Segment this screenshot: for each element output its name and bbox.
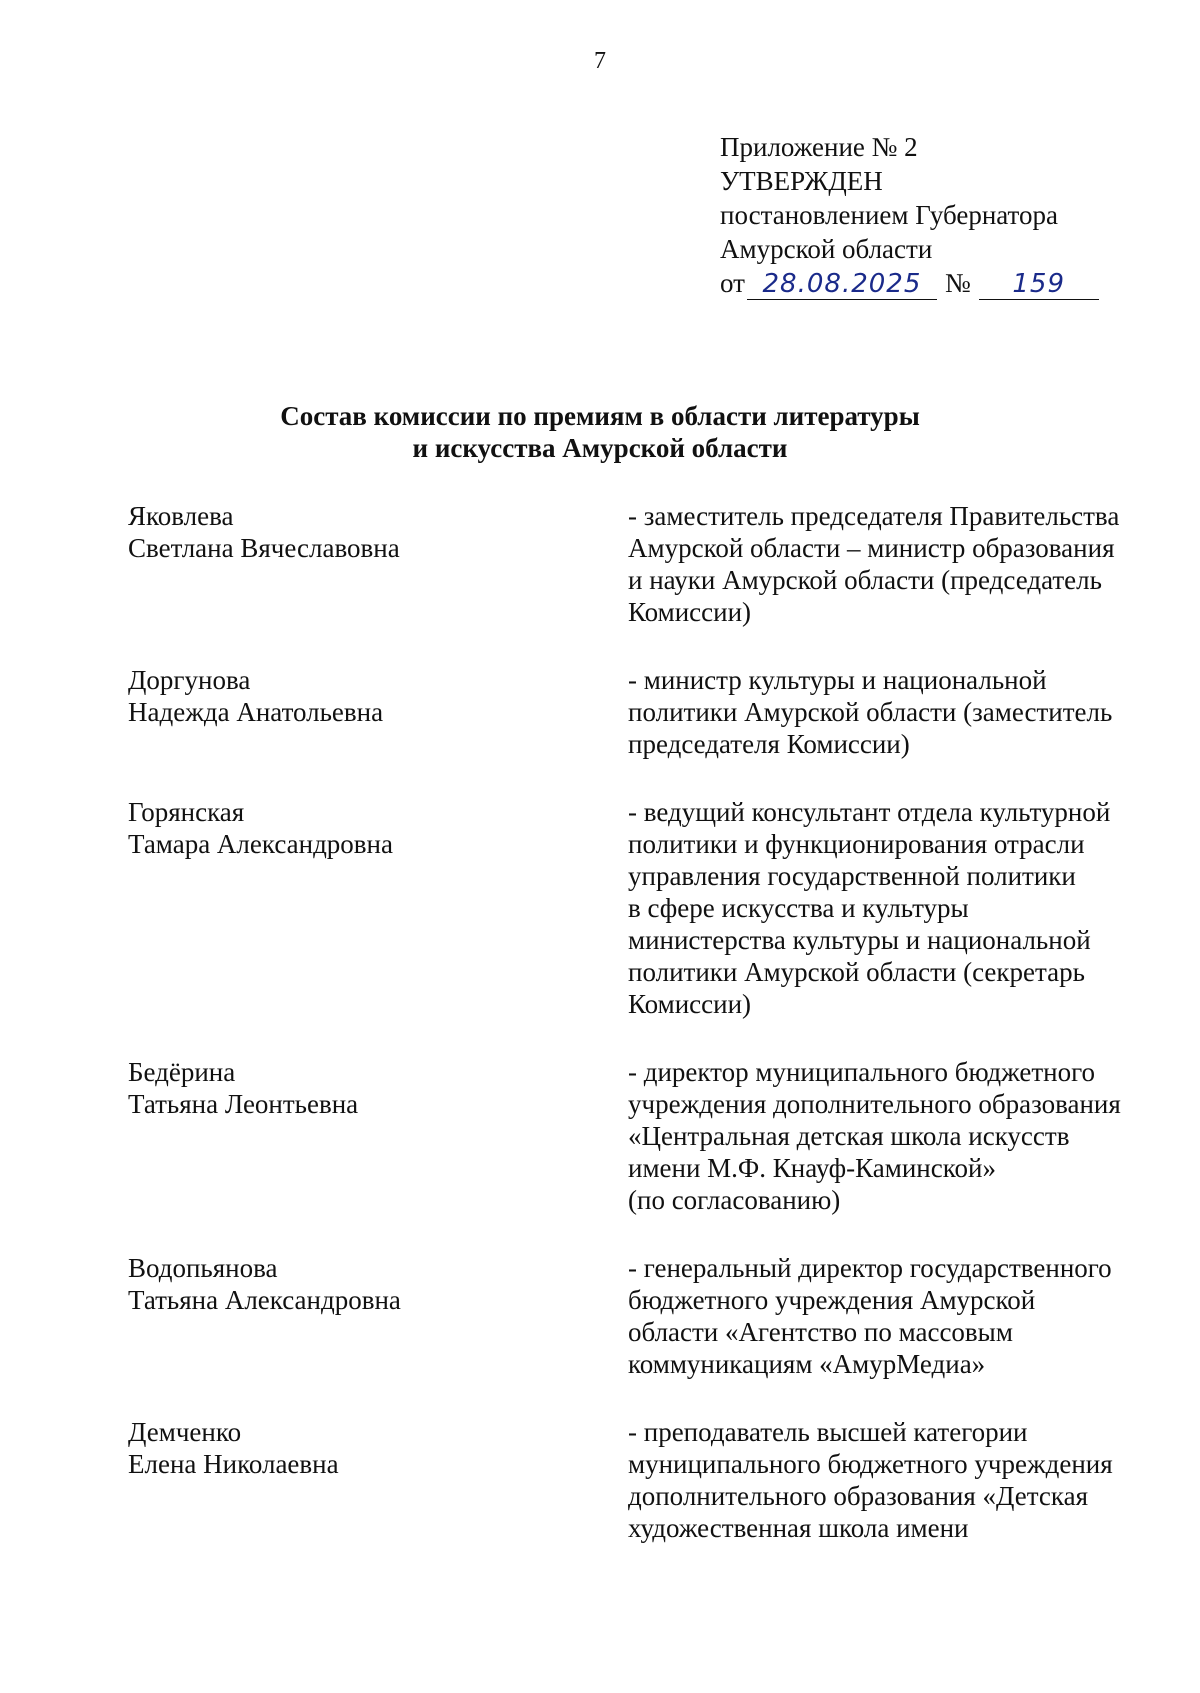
member-name (128, 500, 628, 628)
member-name (128, 1416, 628, 1544)
member-entry (128, 500, 1178, 628)
member-entry (128, 1056, 1178, 1216)
member-surname: Горянская (128, 797, 245, 827)
member-entry (128, 1416, 1178, 1544)
member-name (128, 1252, 628, 1380)
decree-reference-line (720, 266, 1099, 300)
region-line: Амурской области (720, 234, 933, 264)
member-name (128, 664, 628, 760)
member-name (128, 796, 628, 1020)
member-given-names: Татьяна Александровна (128, 1285, 401, 1315)
member-entry (128, 664, 1178, 760)
number-label: № (944, 268, 971, 298)
document-title-line-1: Состав комиссии по премиям в области литературы (280, 401, 920, 431)
member-role: - директор муниципального бюджетного учреждения дополнительного образования «Центральная детская школа искусств имени М.Ф. Кнауф-Каминской» (по согласованию) (628, 1057, 1121, 1215)
page-number: 7 (594, 48, 606, 74)
member-role: - генеральный директор государственного бюджетного учреждения Амурской области «Агентство по массовым коммуникациям «АмурМедиа» (628, 1253, 1112, 1379)
document-title-line-2: и искусства Амурской области (412, 433, 788, 463)
member-name (128, 1056, 628, 1216)
member-surname: Доргунова (128, 665, 251, 695)
commission-members-list (128, 500, 1178, 1544)
member-surname: Водопьянова (128, 1253, 278, 1283)
date-prefix: от (720, 268, 745, 298)
member-given-names: Светлана Вячеславовна (128, 533, 400, 563)
member-role: - ведущий консультант отдела культурной политики и функционирования отрасли управления государственной политики в сфере искусства и культуры министерства культуры и национальной политики Амурской области (секретарь Комиссии) (628, 797, 1111, 1019)
member-surname: Демченко (128, 1417, 242, 1447)
member-given-names: Тамара Александровна (128, 829, 393, 859)
approved-by-line: постановлением Губернатора (720, 200, 1058, 230)
member-entry (128, 796, 1178, 1020)
appendix-label: Приложение № 2 (720, 132, 918, 162)
member-surname: Бедёрина (128, 1057, 236, 1087)
decree-number-handwritten: 159 (979, 269, 1099, 300)
member-given-names: Татьяна Леонтьевна (128, 1089, 359, 1119)
approved-label: УТВЕРЖДЕН (720, 166, 883, 196)
member-role: - заместитель председателя Правительства Амурской области – министр образования и науки Амурской области (председатель Комиссии) (628, 501, 1120, 627)
member-given-names: Надежда Анатольевна (128, 697, 384, 727)
member-surname: Яковлева (128, 501, 234, 531)
document-title (0, 400, 1200, 464)
member-role: - преподаватель высшей категории муниципального бюджетного учреждения дополнительного образования «Детская художественная школа имени (628, 1417, 1113, 1543)
approval-stamp-block (720, 130, 1099, 300)
member-given-names: Елена Николаевна (128, 1449, 339, 1479)
decree-date-handwritten: 28.08.2025 (747, 269, 937, 300)
member-role: - министр культуры и национальной политики Амурской области (заместитель председателя Комиссии) (628, 665, 1113, 759)
member-entry (128, 1252, 1178, 1380)
